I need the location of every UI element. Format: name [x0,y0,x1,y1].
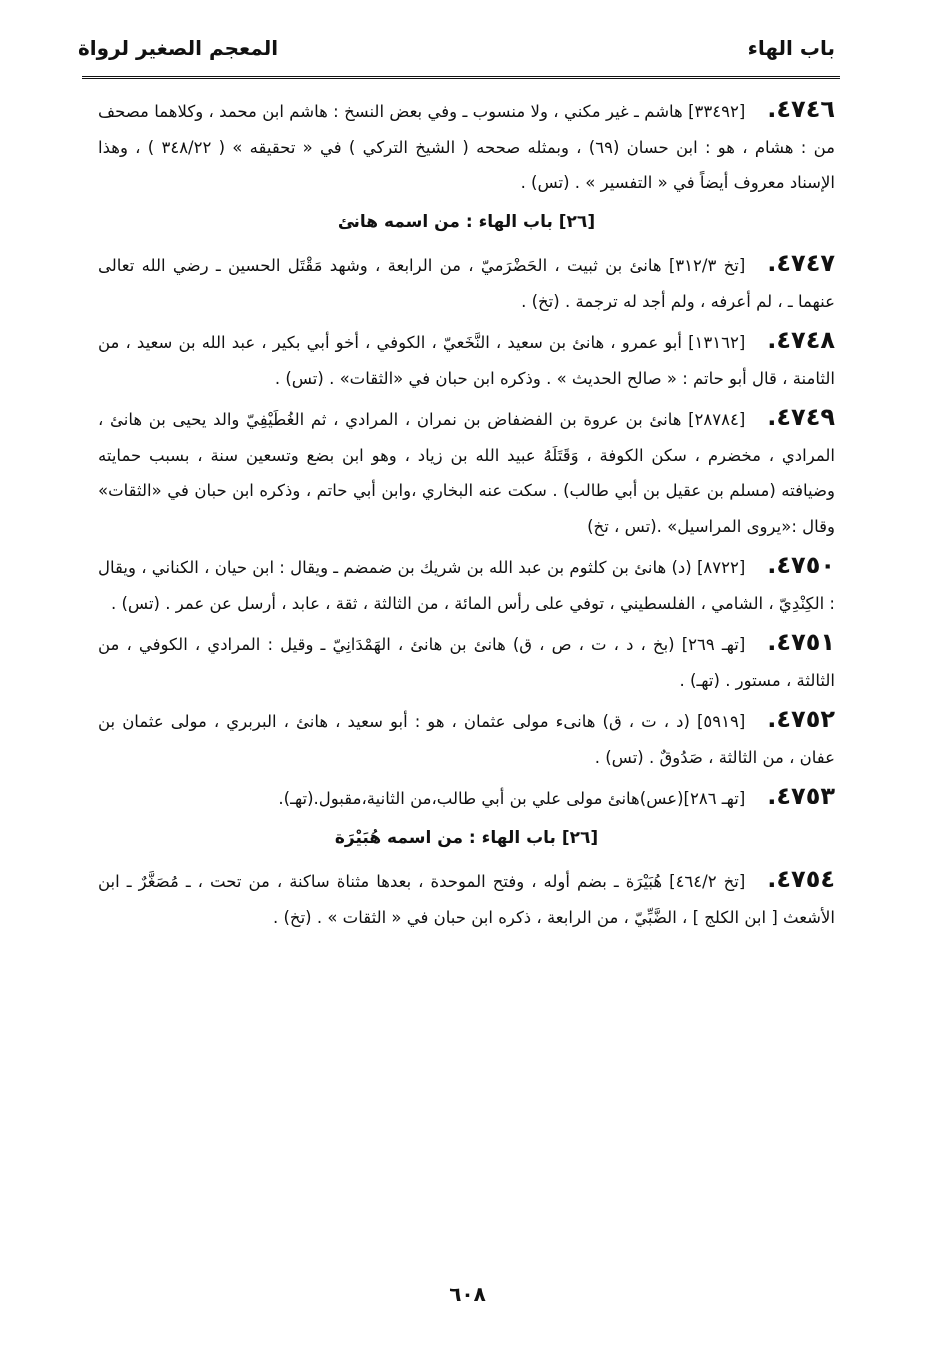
section-heading: [٢٦] باب الهاء : من اسمه هُبَيْرَة [334,827,599,848]
book-title: المعجم الصغير لرواة [78,36,279,60]
entry-text: [تهـ ٢٨٦](عس)هانئ مولى علي بن أبي طالب،من الثانية،مقبول.(تهـ). [278,789,746,808]
entry-text: [تخ ٤٦٤/٢] هُبَيْرَة ـ بضم أوله ، وفتح الموحدة ، بعدها مثناة ساكنة ، من تحت ، ـ مُصَغَّرٌ ـ ابن الأشعث [ ابن الكلج ] ، الضَّبِّيّ ، من الرابعة ، ذكره ابن حبان في « الثقات » . (تخ) . [98,872,835,927]
entry-number: ٤٧٤٧. [767,249,835,277]
entry-number: ٤٧٤٦. [767,95,835,123]
header-rule [82,76,840,79]
entry [98,625,835,698]
entry-text: [١٣١٦٢] أبو عمرو ، هانئ بن سعيد ، النَّخَعيّ ، الكوفي ، أخو أبي بكير ، عبد الله بن سعيد ، من الثامنة ، قال أبو حاتم : « صالح الحديث » . وذكره ابن حبان في «الثقات» . (تس) . [98,333,835,388]
entry [98,92,835,201]
entry-number: ٤٧٤٨. [767,326,835,354]
entry-text: [٢٨٧٨٤] هانئ بن عروة بن الفضفاض بن نمران ، المرادي ، ثم الغُطَيْفِيّ والد يحيى بن هانئ ، المرادي ، مخضرم ، سكن الكوفة ، وَقَتَلَهُ عبيد الله بن زياد ، وهو ابن بضع وتسعين سنة ، بسبب حمايته وضيافته (مسلم بن عقيل بن أبي طالب) . سكت عنه البخاري ،وابن أبي حاتم ، وذكره ابن حبان في «الثقات» وقال :«يروى المراسيل» .(تس ، تخ) [98,410,835,536]
entry-text: [٥٩١٩] (د ، ت ، ق) هانىء مولى عثمان ، هو : أبو سعيد ، هانئ ، البربري ، مولى عثمان بن عفان ، من الثالثة ، صَدُوقٌ . (تس) . [98,712,835,767]
entry [98,400,835,544]
entry-text: [٣٣٤٩٢] هاشم ـ غير مكني ، ولا منسوب ـ وفي بعض النسخ : هاشم ابن محمد ، وكلاهما مصحف من : هشام ، هو : ابن حسان (٦٩) ، وبمثله صححه ( الشيخ التركي ) في « تحقيقه » ( ٣٤٨/٢٢ ) ، وهذا الإسناد معروف أيضاً في « التفسير » . (تس) . [98,102,835,192]
entry [98,548,835,621]
entry [98,779,835,817]
page-content [98,92,835,939]
entry [98,323,835,396]
entry-number: ٤٧٥٤. [767,865,835,893]
entry-text: [تخ ٣١٢/٣] هانئ بن ثبيت ، الحَضْرَميّ ، من الرابعة ، وشهد مَقْتَل الحسين ـ رضي الله تعالى عنهما ـ ، لم أعرفه ، ولم أجد له ترجمة . (تخ) . [98,256,835,311]
entry [98,702,835,775]
entry-number: ٤٧٥١. [767,628,836,656]
chapter-title: باب الهاء [747,36,835,60]
page-header [78,32,835,72]
entry-text: [تهـ ٢٦٩] (بخ ، د ، ت ، ص ، ق) هانئ بن هانئ ، الهَمْدَانِيّ ـ وقيل : المرادي ، الكوفي ، من الثالثة ، مستور . (تهـ) . [98,635,835,690]
entry [98,246,835,319]
entry-number: ٤٧٤٩. [767,403,835,431]
entry-number: ٤٧٥٣. [767,782,835,810]
section-heading: [٢٦] باب الهاء : من اسمه هانئ [337,211,596,232]
entry [98,862,835,935]
entry-number: ٤٧٥٢. [767,705,835,733]
entry-number: ٤٧٥٠. [767,551,835,579]
entry-text: [٨٧٢٢] (د) هانئ بن كلثوم بن عبد الله بن شريك بن ضمضم ـ ويقال : ابن حيان ، الكناني ، ويقال : الكِنْدِيّ ، الشامي ، الفلسطيني ، توفي على رأس المائة ، من الثالثة ، ثقة ، عابد ، أرسل عن عمر . (تس) . [98,558,835,613]
page-number: ٦٠٨ [449,1282,486,1306]
